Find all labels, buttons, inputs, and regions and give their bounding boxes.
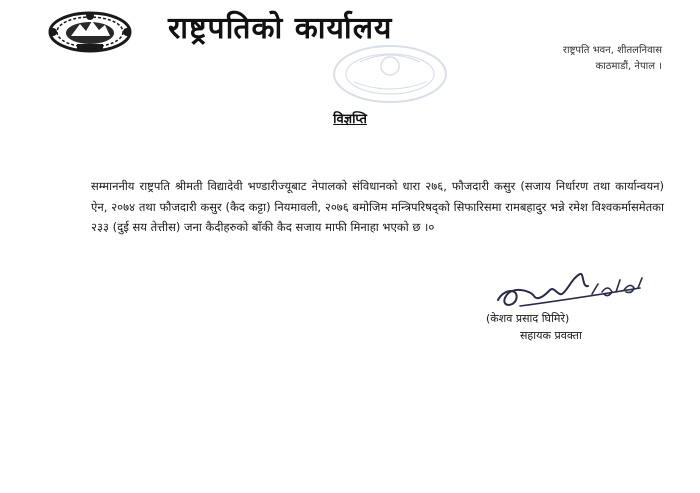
office-seal-stamp-icon bbox=[330, 42, 450, 106]
address-line: राष्ट्रपति भवन, शीतलनिवास bbox=[562, 45, 662, 56]
handwritten-signature bbox=[490, 266, 660, 314]
signatory-title: सहायक प्रवक्ता bbox=[520, 329, 582, 342]
notice-heading: विज्ञप्ति bbox=[333, 112, 367, 127]
office-address bbox=[563, 43, 662, 75]
address-line: काठमाडौं, नेपाल । bbox=[595, 61, 662, 72]
notice-body: सम्माननीय राष्ट्रपति श्रीमती विद्यादेवी भण्डारीज्यूबाट नेपालको संविधानको धारा २७६, फौजदारी कसुर (सजाय निर्धारण तथा कार्यान्वयन) ऐन, २०७४ तथा फौजदारी कसुर (कैद कट्टा) नियमावली, २०७६ बमोजिम मन्त्रिपरिषद्को सिफारिसमा रामबहादुर भन्ने रमेश विश्वकर्मासमेतका २३३ (दुई सय तेत्तीस) जना कैदीहरुको बाँकी कैद सजाय माफी मिनाहा भएको छ ।० bbox=[91, 179, 664, 234]
nepal-coat-of-arms-icon bbox=[47, 10, 133, 54]
signatory-name: (केशव प्रसाद घिमिरे) bbox=[486, 312, 570, 325]
office-title: राष्ट्रपतिको कार्यालय bbox=[168, 11, 393, 46]
